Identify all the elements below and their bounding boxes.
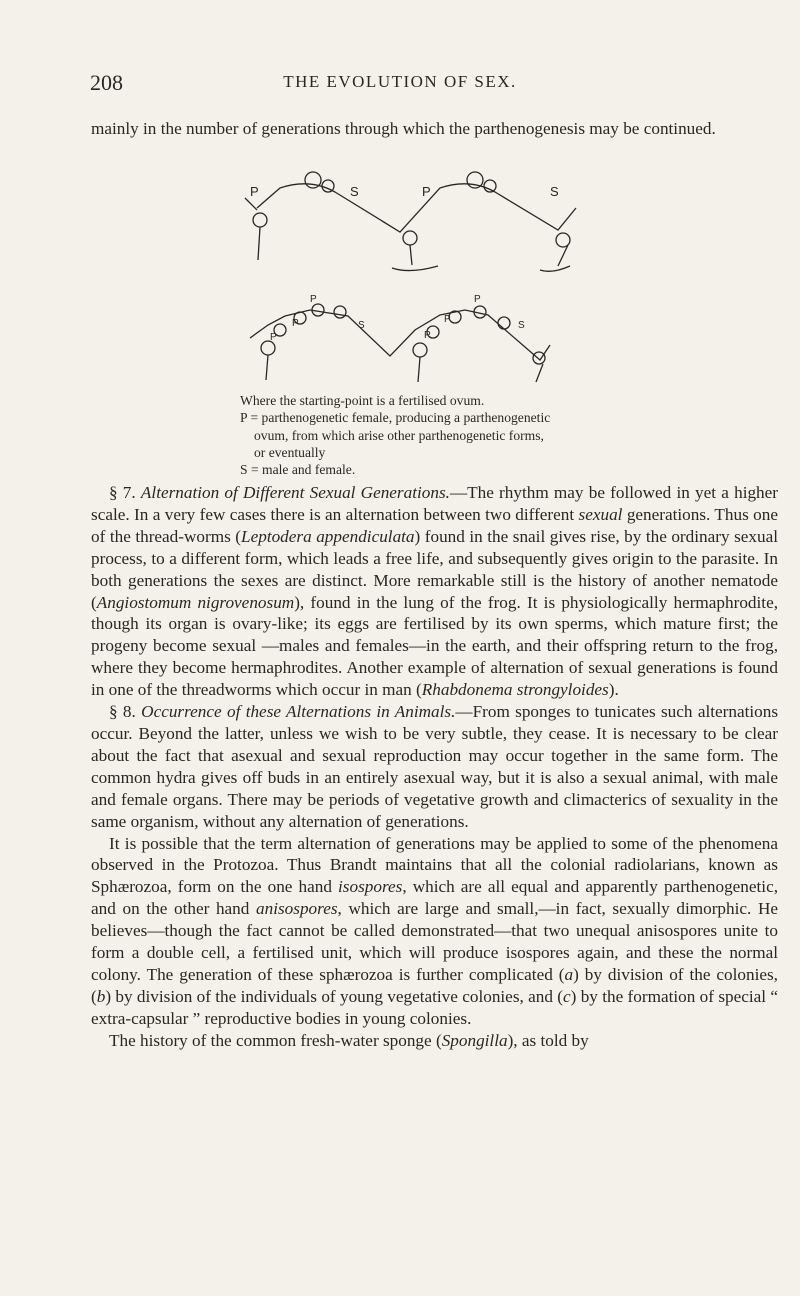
caption-line: ovum, from which arise other parthenogenetic forms, — [254, 427, 544, 443]
italic-run: b — [96, 986, 106, 1006]
upper-diagram — [245, 172, 576, 271]
running-title: THE EVOLUTION OF SEX. — [283, 72, 517, 91]
section-title: Alternation of Different Sexual Generations. — [140, 483, 450, 502]
section-7-paragraph — [91, 482, 778, 701]
species-name: Angiostomum nigrovenosum — [96, 592, 295, 612]
protozoa-paragraph — [91, 833, 778, 1030]
ovum-circle — [334, 306, 346, 318]
section-8-paragraph — [91, 701, 778, 832]
species-name: Spongilla — [441, 1030, 508, 1050]
ovum-tail — [410, 245, 412, 265]
italic-run: isospores — [338, 877, 403, 897]
text-run: ), as told by — [507, 1030, 589, 1050]
sponge-paragraph — [91, 1030, 778, 1052]
ovum-circle — [467, 172, 483, 188]
ovum-tail — [540, 266, 570, 271]
ovum-tail — [536, 364, 543, 382]
intro-text — [91, 118, 778, 140]
body-text — [91, 482, 778, 1052]
ovum-tail — [266, 355, 268, 380]
ovum-circle — [449, 311, 461, 323]
text-run: ), found in the lung of the frog. It is physiologically hermaphrodite, though its organ is ovary-like; its eggs are fertilised by its own sperms, which mature first; the progeny become sexual —males and females—in the earth, and their offspring return to the frog, where they become hermaphrodites. Another example of alternation of sexual generations is found in one of the threadworms which occur in man ( — [91, 592, 778, 700]
ovum-circle — [556, 233, 570, 247]
ovum-circle — [413, 343, 427, 357]
text-run: The history of the common fresh-water sponge ( — [109, 1030, 442, 1050]
section-number: § 7. — [109, 483, 136, 502]
section-title: Occurrence of these Alternations in Animals. — [141, 702, 456, 722]
ovum-circle — [322, 180, 334, 192]
text-run: ). — [608, 680, 619, 700]
species-name: Leptodera appendiculata — [241, 526, 415, 546]
diagram-svg — [240, 170, 660, 400]
text-run: , which are all equal and apparently parthenogenetic, and on the other hand — [91, 877, 779, 919]
italic-run: sexual — [578, 504, 623, 524]
ovum-circle — [533, 352, 545, 364]
ovum-circle — [253, 213, 267, 227]
ovum-tail — [558, 245, 568, 266]
label-lower-p4: P — [444, 314, 451, 325]
ovum-circle — [484, 180, 496, 192]
italic-run: a — [564, 964, 574, 984]
lower-diagram — [250, 304, 550, 382]
label-lower-p1: P — [292, 318, 299, 329]
ovum-tail — [418, 357, 420, 382]
label-lower-p3: P — [270, 332, 277, 343]
text-run: ) found in the snail gives rise, by the ordinary sexual process, to a different form, which leads a free life, and subsequently gives origin to the parasite. In both generations the sexes are distinct. More remarkable still is the history of another nematode ( — [91, 526, 778, 612]
ovum-circle — [305, 172, 321, 188]
label-upper-s1: S — [350, 184, 359, 199]
text-run: ) by division of the colonies, ( — [91, 964, 778, 1006]
ovum-circle — [498, 317, 510, 329]
caption-line: or eventually — [254, 444, 326, 460]
text-run: It is possible that the term alternation of generations may be applied to some of the phenomena observed in the Protozoa. Thus Brandt maintains that all the colonial radiolarians, known as Sphærozoa, form on the one hand — [91, 833, 778, 897]
text-run: —The rhythm may be followed in yet a higher scale. In a very few cases there is an alternation between two different — [91, 483, 779, 524]
caption-line: P = parthenogenetic female, producing a parthenogenetic — [240, 410, 551, 426]
upper-connecting-path — [257, 184, 576, 232]
ovum-tail — [258, 227, 260, 260]
section-number: § 8. — [109, 702, 136, 722]
label-lower-p6: P — [424, 330, 431, 341]
label-upper-p1: P — [250, 184, 259, 199]
page-header — [90, 70, 710, 96]
text-run: generations. Thus one of the thread-worms ( — [91, 504, 778, 546]
label-upper-s2: S — [550, 184, 559, 199]
text-run: —From sponges to tunicates such alternations occur. Beyond the latter, unless we wish to be very subtle, they cease. It is necessary to be clear about the fact that asexual and sexual reproduction may occur together in the same form. The common hydra gives off buds in an entirely asexual way, but it is also a sexual animal, with male and female organs. There may be periods of vegetative growth and climacterics of sexuality in the same organism, without any alternation of generations. — [91, 702, 779, 831]
label-lower-p2: P — [310, 294, 317, 305]
label-lower-p5: P — [474, 294, 481, 305]
caption-line: Where the starting-point is a fertilised ovum. — [240, 393, 485, 408]
italic-run: c — [563, 986, 571, 1006]
alternation-diagram — [240, 170, 660, 400]
text-run: ) by the formation of special “ extra-capsular ” reproductive bodies in young colonies. — [91, 986, 778, 1028]
text-run: ) by division of the individuals of young vegetative colonies, and ( — [105, 986, 564, 1006]
ovum-circle — [261, 341, 275, 355]
label-lower-s2: S — [518, 320, 525, 331]
intro-paragraph: mainly in the number of generations through which the parthenogenesis may be continued. — [91, 119, 716, 138]
text-run: , which are large and small,—in fact, sexually dimorphic. He believes—though the fact cannot be called demonstrated—that two unequal anisospores unite to form a double cell, a fertilised unit, which will produce isospores again, and these the normal colony. The generation of these sphærozoa is further complicated ( — [91, 899, 778, 984]
ovum-tail — [392, 266, 438, 271]
caption-line: S = male and female. — [240, 462, 356, 478]
upper-short-stroke — [245, 198, 257, 210]
figure-caption — [240, 392, 680, 478]
page-number: 208 — [90, 70, 123, 95]
label-upper-p2: P — [422, 184, 431, 199]
label-lower-s1: S — [358, 320, 365, 331]
italic-run: anisospores — [256, 899, 338, 919]
ovum-circle — [403, 231, 417, 245]
species-name: Rhabdonema strongyloides — [421, 680, 609, 700]
